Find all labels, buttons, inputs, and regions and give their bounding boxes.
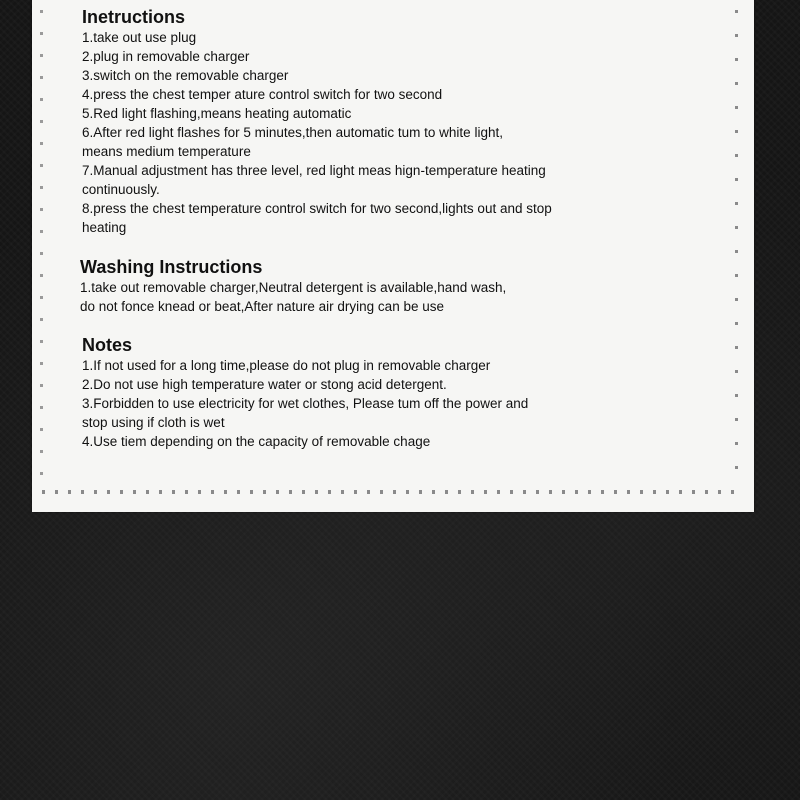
right-stitching <box>735 10 738 482</box>
care-label <box>32 0 754 512</box>
washing-title: Washing Instructions <box>80 257 263 277</box>
notes-section <box>82 334 528 451</box>
instruction-line: 7.Manual adjustment has three level, red light meas hign-temperature heating <box>82 163 546 178</box>
notes-line: 2.Do not use high temperature water or stong acid detergent. <box>82 377 447 392</box>
instruction-line: 3.switch on the removable charger <box>82 68 289 83</box>
instruction-line: 4.press the chest temper ature control switch for two second <box>82 87 443 102</box>
washing-line: 1.take out removable charger,Neutral detergent is available,hand wash, <box>80 280 507 295</box>
washing-line: do not fonce knead or beat,After nature air drying can be use <box>80 299 444 314</box>
instruction-line: continuously. <box>82 182 160 197</box>
instructions-title: Inetructions <box>82 7 186 27</box>
instruction-line: 6.After red light flashes for 5 minutes,then automatic tum to white light, <box>82 125 503 140</box>
instruction-line: 5.Red light flashing,means heating automatic <box>82 106 352 121</box>
notes-line: stop using if cloth is wet <box>82 415 225 430</box>
washing-section <box>80 256 506 316</box>
instructions-section <box>82 6 552 237</box>
bottom-stitching <box>42 490 742 494</box>
instruction-line: 2.plug in removable charger <box>82 49 250 64</box>
notes-line: 1.If not used for a long time,please do not plug in removable charger <box>82 358 491 373</box>
instruction-line: heating <box>82 220 127 235</box>
left-stitching <box>40 10 43 482</box>
instruction-line: means medium temperature <box>82 144 251 159</box>
instruction-line: 8.press the chest temperature control switch for two second,lights out and stop <box>82 201 552 216</box>
notes-line: 3.Forbidden to use electricity for wet clothes, Please tum off the power and <box>82 396 529 411</box>
notes-title: Notes <box>82 335 133 355</box>
instruction-line: 1.take out use plug <box>82 30 197 45</box>
notes-line: 4.Use tiem depending on the capacity of removable chage <box>82 434 431 449</box>
